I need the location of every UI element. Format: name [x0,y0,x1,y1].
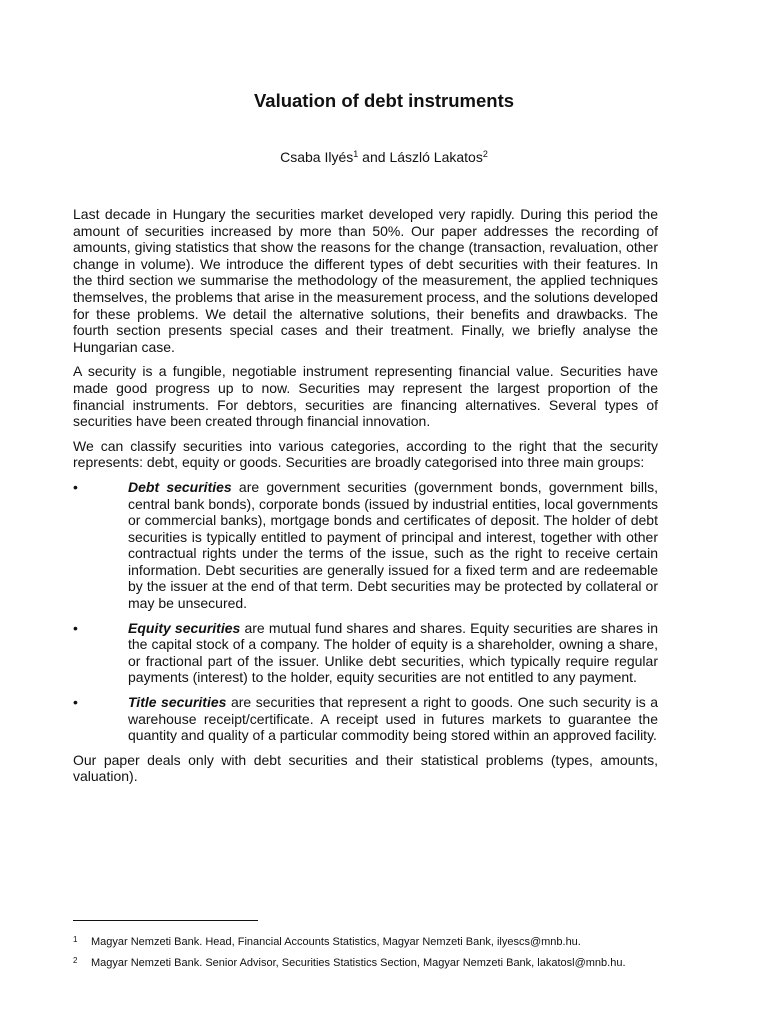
bullet-item-title [73,694,658,744]
author-connector: and [358,149,390,165]
bullet-term: Debt securities [128,478,232,495]
body-text [73,206,658,793]
author-name: Csaba Ilyés [280,149,354,165]
bullet-item-debt [73,479,658,612]
bullet-icon: • [73,478,78,495]
footnote-divider [73,920,258,921]
footnote-marker: 1 [353,149,359,159]
body-paragraph: A security is a fungible, negotiable instrument representing financial value. Securities have made good progress up to now. Securities may represent the largest proportion of the financial instruments. For debtors, securities are financing alternatives. Several types of securities have been created through financial innovation. [73,363,658,430]
author-name: László Lakatos [389,149,483,165]
bullet-text: are government securities (government bonds, government bills, central bank bonds), corporate bonds (issued by industrial entities, local governments or commercial banks), mortgage bonds and certificates of deposit. The holder of debt securities is typically entitled to payment of principal and interest, together with other contractual rights under the terms of the issue, such as the right to receive certain information. Debt securities are generally issued for a fixed term and are redeemable by the issuer at the end of that term. Debt securities may be protected by collateral or may be unsecured. [128,478,659,612]
bullet-text: are mutual fund shares and shares. Equity securities are shares in the capital stock of a company. The holder of equity is a shareholder, owning a share, or fractional part of the issuer. Unlike debt securities, which typically require regular payments (interest) to the holder, equity securities are not entitled to any payment. [128,619,658,686]
footnote-marker: 2 [482,149,488,159]
author-line [0,149,768,165]
bullet-text: are securities that represent a right to goods. One such security is a warehouse receipt/certificate. A receipt used in futures markets to guarantee the quantity and quality of a particular commodity being stored within an approved facility. [128,694,659,744]
bullet-term: Title securities [128,694,227,711]
footnote-number: 1 [73,935,78,944]
abstract-paragraph: Last decade in Hungary the securities market developed very rapidly. During this period the amount of securities increased by more than 50%. Our paper addresses the recording of amounts, giving statistics that show the reasons for the change (transaction, revaluation, other change in volume). We introduce the different types of debt securities with their features. In the third section we summarise the methodology of the measurement, the applied techniques themselves, the problems that arise in the measurement process, and the solutions developed for these problems. We detail the alternative solutions, their benefits and drawbacks. The fourth section presents special cases and their treatment. Finally, we briefly analyse the Hungarian case. [73,206,658,355]
paper-title: Valuation of debt instruments [253,90,515,111]
closing-paragraph: Our paper deals only with debt securities and their statistical problems (types, amounts, valuation). [73,751,658,785]
body-paragraph: We can classify securities into various categories, according to the right that the security represents: debt, equity or goods. Securities are broadly categorised into three main groups: [73,437,658,471]
bullet-icon: • [73,619,78,636]
bullet-item-equity [73,620,658,686]
footnote-text: Magyar Nemzeti Bank. Head, Financial Accounts Statistics, Magyar Nemzeti Bank, ilyescs@mnb.hu. [91,936,581,948]
bullet-icon: • [73,694,78,711]
footnote-text: Magyar Nemzeti Bank. Senior Advisor, Securities Statistics Section, Magyar Nemzeti Bank, lakatosl@mnb.hu. [91,957,626,969]
bullet-term: Equity securities [128,619,241,636]
footnote-number: 2 [73,956,78,965]
